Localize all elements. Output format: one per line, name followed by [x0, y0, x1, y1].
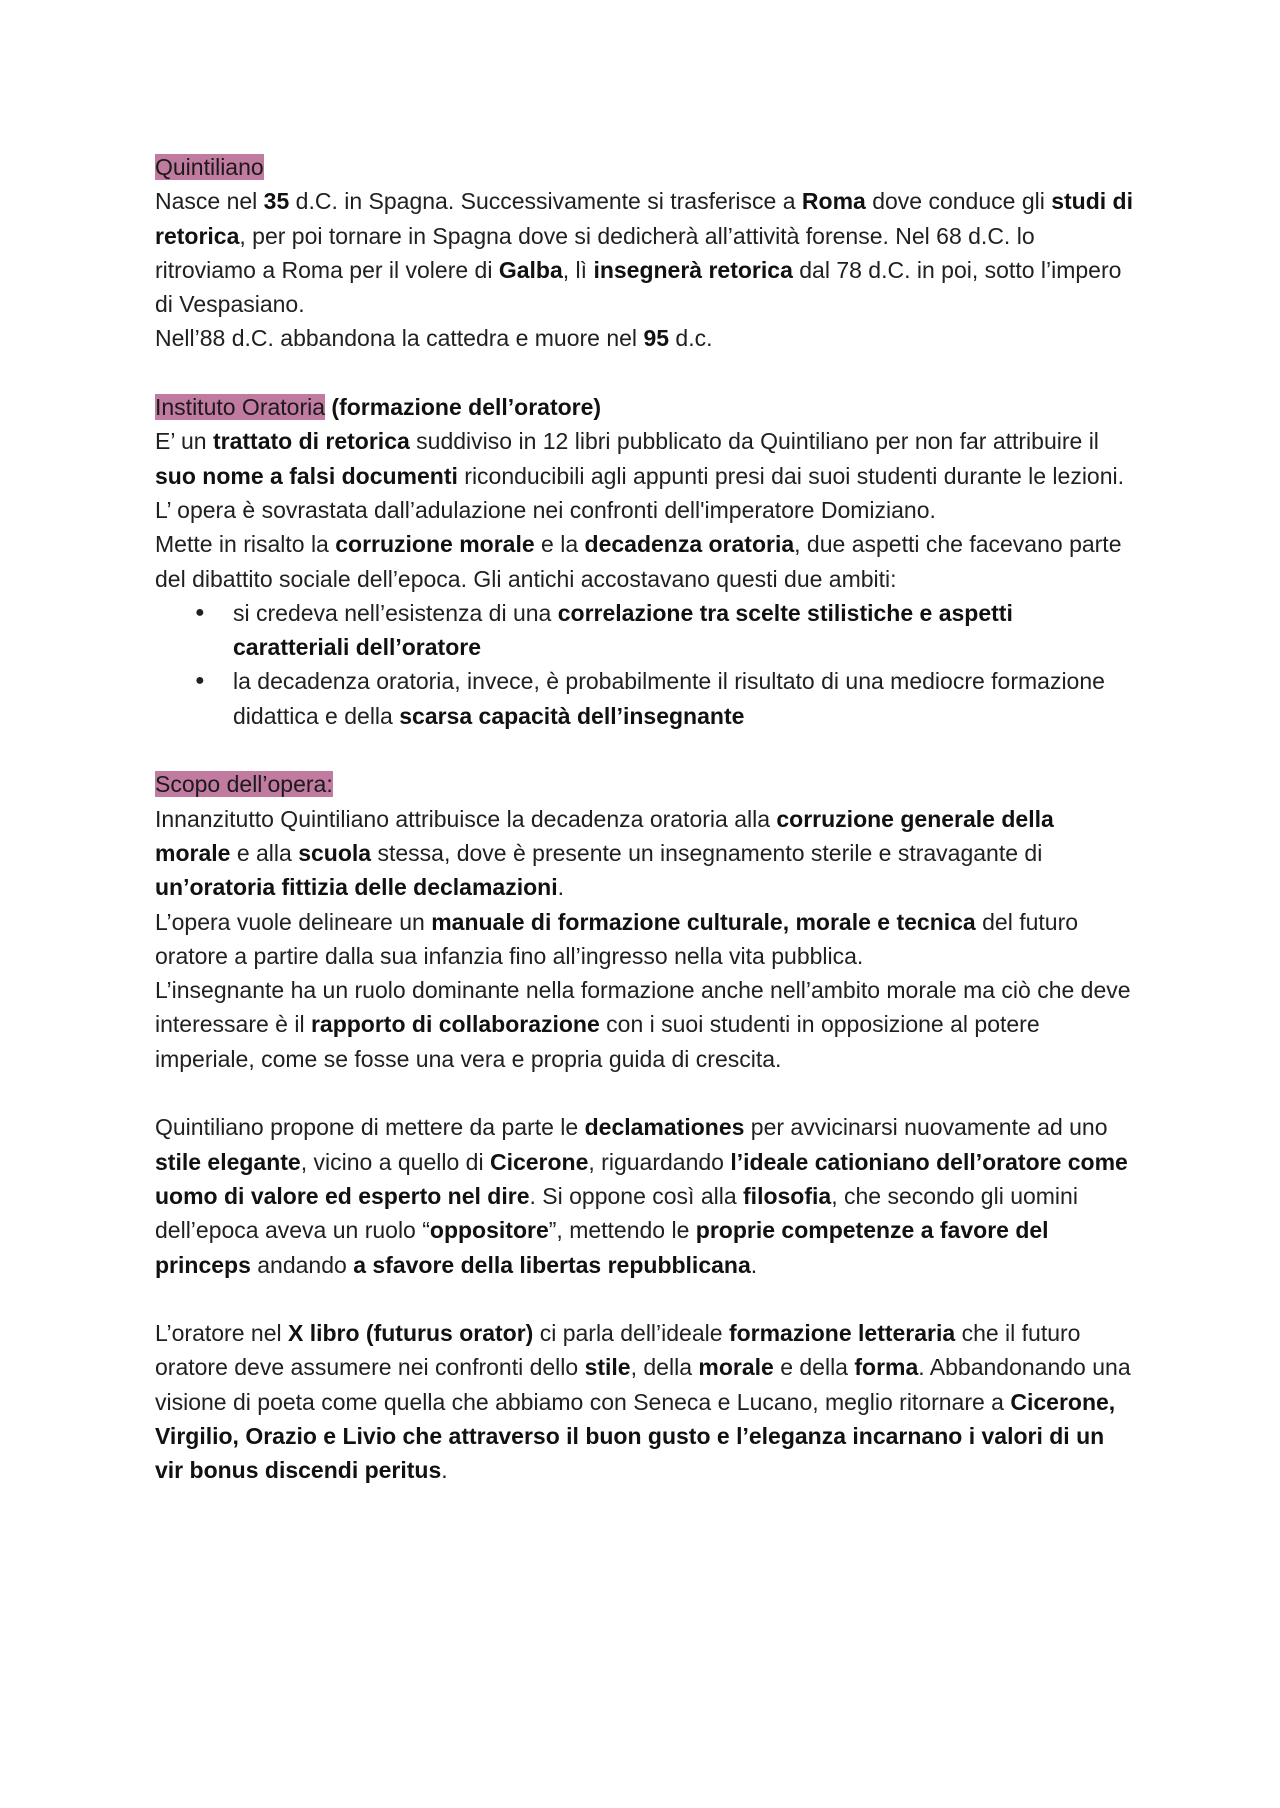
- text-run: dove conduce gli: [865, 188, 1052, 215]
- text-run: .: [441, 1457, 448, 1484]
- bold-run: Roma: [801, 188, 866, 215]
- paragraph: [155, 184, 1135, 321]
- bold-run: studi di retorica: [155, 188, 1133, 249]
- bold-run: corruzione generale della morale: [155, 805, 1054, 866]
- text-run: del futuro oratore a partire dalla sua infanzia fino all’ingresso nella vita pubblica.: [155, 908, 1079, 969]
- text-run: stessa, dove è presente un insegnamento sterile e stravagante di: [371, 839, 1043, 866]
- bold-run: X libro (futurus orator): [287, 1320, 534, 1347]
- heading-subtitle: (formazione dell’oratore): [325, 394, 602, 421]
- spacer: [155, 733, 1135, 767]
- text-run: E’ un: [155, 428, 213, 455]
- text-run: dal 78 d.C. in poi, sotto l’impero di Vespasiano.: [155, 256, 1122, 318]
- text-run: Nell’88 d.C. abbandona la cattedra e muore nel: [155, 325, 644, 352]
- text-run: , vicino a quello di: [300, 1148, 490, 1175]
- bold-run: stile elegante: [155, 1148, 301, 1175]
- text-run: . Si oppone così alla: [529, 1182, 744, 1209]
- text-run: .: [750, 1251, 758, 1278]
- highlight-title: Quintiliano: [155, 154, 264, 180]
- paragraph: [155, 1110, 1135, 1281]
- spacer: [155, 356, 1135, 390]
- highlight-title: Scopo dell’opera:: [155, 771, 333, 798]
- text-run: , della: [630, 1354, 699, 1381]
- text-run: che il futuro oratore deve assumere nei confronti dello: [155, 1320, 1081, 1381]
- text-run: la decadenza oratoria, invece, è probabilmente il risultato di una mediocre formazione didattica e della: [233, 668, 1105, 729]
- bold-run: scuola: [298, 839, 372, 866]
- paragraph: [155, 973, 1135, 1076]
- text-run: d.C. in Spagna. Successivamente si trasferisce a: [289, 188, 802, 215]
- document-page: [155, 150, 1135, 1488]
- bold-run: proprie competenze a favore del princeps: [155, 1217, 1049, 1278]
- text-run: ”, mettendo le: [548, 1217, 696, 1244]
- paragraph: [155, 424, 1135, 527]
- text-run: e alla: [230, 839, 299, 866]
- spacer: [155, 1076, 1135, 1110]
- bold-run: oppositore: [429, 1217, 549, 1244]
- bullet-list: [155, 596, 1135, 733]
- spacer: [155, 1282, 1135, 1316]
- text-run: Innanzitutto Quintiliano attribuisce la decadenza oratoria alla: [155, 805, 777, 832]
- bold-run: l’ideale cationiano dell’oratore come uomo di valore ed esperto nel dire: [155, 1148, 1128, 1209]
- text-run: con i suoi studenti in opposizione al potere imperiale, come se fosse una vera e propria guida di crescita.: [155, 1011, 1040, 1072]
- bold-run: 35: [263, 188, 290, 215]
- text-run: suddiviso in 12 libri pubblicato da Quintiliano per non far attribuire il: [409, 428, 1099, 455]
- text-run: andando: [250, 1251, 354, 1278]
- bold-run: Galba: [498, 256, 563, 283]
- text-run: .: [557, 874, 564, 901]
- bold-run: stile: [584, 1354, 631, 1381]
- highlight-title: Instituto Oratoria: [155, 394, 326, 421]
- text-run: , lì: [562, 256, 594, 283]
- text-run: , riguardando: [588, 1148, 731, 1175]
- text-run: . Abbandonando una visione di poeta come quella che abbiamo con Seneca e Lucano, meglio ritornare a: [155, 1354, 1131, 1415]
- bold-run: formazione letteraria: [728, 1320, 956, 1347]
- paragraph: [155, 321, 1135, 355]
- text-run: L’oratore nel: [155, 1320, 288, 1347]
- text-run: si credeva nell’esistenza di una: [233, 599, 558, 626]
- bold-run: trattato di retorica: [212, 428, 410, 455]
- bold-run: forma: [854, 1354, 919, 1381]
- text-run: d.c.: [669, 325, 713, 352]
- text-run: Mette in risalto la: [155, 531, 336, 558]
- text-run: e la: [534, 531, 585, 558]
- list-item: [233, 664, 1135, 733]
- text-run: riconducibili agli appunti presi dai suoi studenti durante le lezioni. L’ opera è sovrastata dall’adulazione nei confronti dell'imperatore Domiziano.: [155, 462, 1125, 523]
- bold-run: scarsa capacità dell’insegnante: [399, 702, 745, 729]
- heading-scopo-opera: [155, 767, 1135, 801]
- text-run: e della: [773, 1354, 855, 1381]
- text-run: L’opera vuole delineare un: [155, 908, 432, 935]
- text-run: , che secondo gli uomini dell’epoca aveva un ruolo “: [155, 1182, 1078, 1244]
- text-run: Nasce nel: [155, 188, 264, 215]
- heading-instituto-oratoria: [155, 390, 1135, 424]
- bold-run: Cicerone: [489, 1148, 589, 1175]
- bold-run: filosofia: [743, 1182, 832, 1209]
- text-run: per avvicinarsi nuovamente ad uno: [744, 1114, 1108, 1141]
- paragraph: [155, 802, 1135, 905]
- text-run: Quintiliano propone di mettere da parte le: [155, 1114, 585, 1141]
- text-run: ci parla dell’ideale: [533, 1320, 729, 1347]
- text-run: L’insegnante ha un ruolo dominante nella formazione anche nell’ambito morale ma ciò che deve interessare è il: [155, 977, 1131, 1038]
- bold-run: a sfavore della libertas repubblicana: [353, 1251, 751, 1278]
- bold-run: rapporto di collaborazione: [310, 1011, 600, 1038]
- heading-quintiliano: [155, 150, 1135, 184]
- bold-run: morale: [698, 1354, 774, 1381]
- bold-run: suo nome a falsi documenti: [155, 462, 458, 489]
- paragraph: [155, 1316, 1135, 1487]
- paragraph: [155, 527, 1135, 596]
- text-run: , due aspetti che facevano parte del dibattito sociale dell’epoca. Gli antichi accostavano questi due ambiti:: [155, 531, 1122, 592]
- bold-run: Cicerone, Virgilio, Orazio e Livio che attraverso il buon gusto e l’eleganza incarnano i valori di un vir bonus discendi peritus: [155, 1388, 1116, 1484]
- bold-run: un’oratoria fittizia delle declamazioni: [155, 874, 558, 901]
- text-run: , per poi tornare in Spagna dove si dedicherà all’attività forense. Nel 68 d.C. lo ritroviamo a Roma per il volere di: [155, 222, 1035, 283]
- paragraph: [155, 905, 1135, 974]
- bold-run: insegnerà retorica: [593, 256, 793, 283]
- bold-run: decadenza oratoria: [584, 531, 795, 558]
- bold-run: corruzione morale: [335, 531, 535, 558]
- list-item: [233, 596, 1135, 665]
- bold-run: declamationes: [584, 1114, 745, 1141]
- bold-run: 95: [643, 325, 670, 352]
- bold-run: correlazione tra scelte stilistiche e aspetti caratteriali dell’oratore: [233, 599, 1013, 661]
- bold-run: manuale di formazione culturale, morale e tecnica: [431, 908, 976, 935]
